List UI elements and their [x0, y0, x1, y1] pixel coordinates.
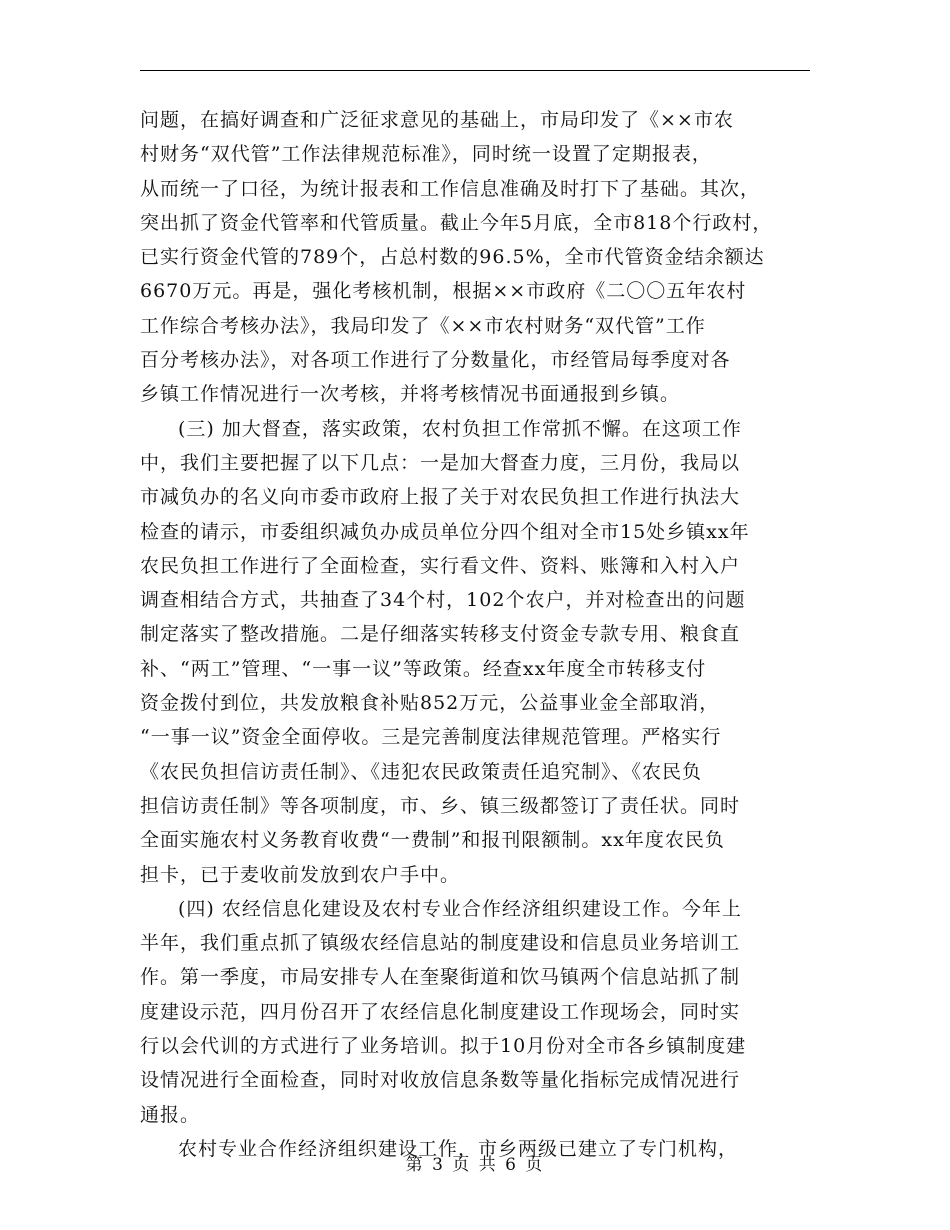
text-line: 《农民负担信访责任制》、《违犯农民政策责任追究制》、《农民负	[140, 760, 703, 783]
text-line: 6670万元。再是，强化考核机制，根据××市政府《二〇〇五年农村	[140, 280, 747, 303]
paragraph-start-line: (三) 加大督查，落实政策，农村负担工作常抓不懈。在这项工作	[178, 417, 742, 440]
text-line: 问题，在搞好调查和广泛征求意见的基础上，市局印发了《××市农	[140, 109, 734, 131]
text-line: 乡镇工作情况进行一次考核，并将考核情况书面通报到乡镇。	[140, 383, 681, 406]
text-line: 担信访责任制》等各项制度，市、乡、镇三级都签订了责任状。同时	[140, 794, 741, 817]
body-text	[140, 103, 810, 1166]
text-line: 行以会代训的方式进行了业务培训。拟于10月份对全市各乡镇制度建	[140, 1035, 747, 1058]
text-line: 已实行资金代管的789个，占总村数的96.5%，全市代管资金结余额达	[140, 246, 765, 269]
text-line: 担卡，已于麦收前发放到农户手中。	[140, 863, 461, 886]
text-line: 制定落实了整改措施。二是仔细落实转移支付资金专款专用、粮食直	[140, 623, 741, 646]
text-line: 检查的请示，市委组织减负办成员单位分四个组对全市15处乡镇xx年	[140, 520, 750, 543]
page-number-footer: 第 3 页 共 6 页	[405, 1155, 545, 1175]
text-line: 通报。	[140, 1103, 201, 1126]
text-line: 全面实施农村义务教育收费“一费制”和报刊限额制。xx年度农民负	[140, 829, 725, 852]
text-line: 突出抓了资金代管率和代管质量。截止今年5月底，全市818个行政村，	[140, 211, 773, 234]
paragraph-start-line: (四) 农经信息化建设及农村专业合作经济组织建设工作。今年上	[178, 897, 742, 920]
text-line: 半年，我们重点抓了镇级农经信息站的制度建设和信息员业务培训工	[140, 932, 741, 955]
text-line: 百分考核办法》，对各项工作进行了分数量化，市经管局每季度对各	[140, 349, 731, 372]
header-rule	[140, 70, 810, 71]
text-line: 调查相结合方式，共抽查了34个村，102个农户，并对检查出的问题	[140, 589, 746, 612]
text-line: 从而统一了口径，为统计报表和工作信息准确及时打下了基础。其次，	[140, 177, 761, 200]
text-line: 村财务“双代管”工作法律规范标准》，同时统一设置了定期报表，	[140, 143, 712, 166]
text-line: 补、“两工”管理、“一事一议”等政策。经查xx年度全市转移支付	[140, 657, 707, 680]
text-line: 市减负办的名义向市委市政府上报了关于对农民负担工作进行执法大	[140, 486, 741, 509]
text-line: “一事一议”资金全面停收。三是完善制度法律规范管理。严格实行	[140, 726, 722, 749]
text-line: 中，我们主要把握了以下几点：一是加大督查力度，三月份，我局以	[140, 451, 741, 474]
text-line: 作。第一季度，市局安排专人在奎聚街道和饮马镇两个信息站抓了制	[140, 966, 741, 989]
text-line: 度建设示范，四月份召开了农经信息化制度建设工作现场会，同时实	[140, 1000, 741, 1023]
text-line: 农民负担工作进行了全面检查，实行看文件、资料、账簿和入村入户	[140, 554, 741, 577]
paragraph-start-line: 农村专业合作经济组织建设工作，市乡两级已建立了专门机构，	[178, 1137, 739, 1160]
text-line: 资金拨付到位，共发放粮食补贴852万元，公益事业金全部取消，	[140, 692, 720, 715]
text-line: 工作综合考核办法》，我局印发了《××市农村财务“双代管”工作	[140, 314, 706, 337]
text-line: 设情况进行全面检查，同时对收放信息条数等量化指标完成情况进行	[140, 1069, 741, 1092]
